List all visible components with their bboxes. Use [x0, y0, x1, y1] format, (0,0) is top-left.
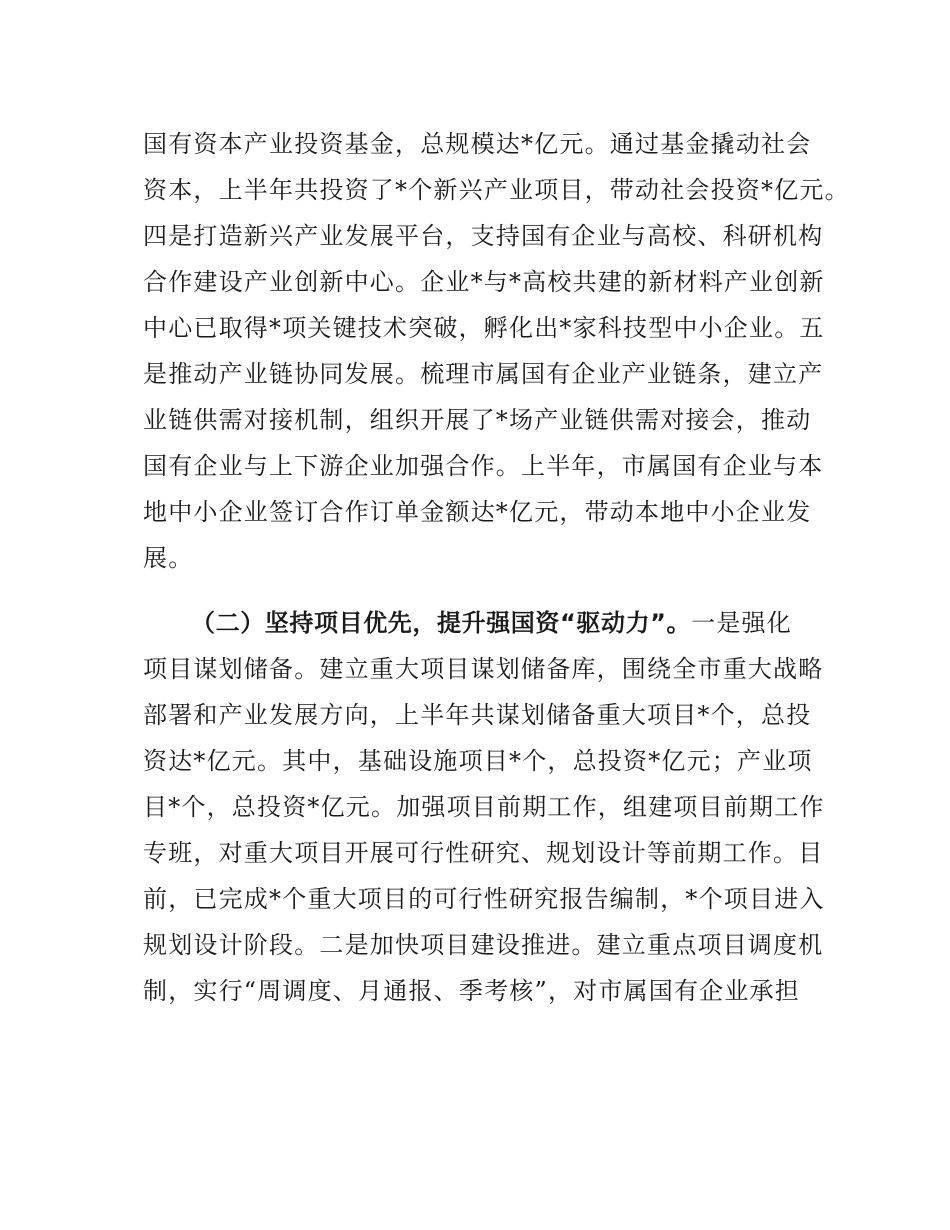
body-text-line: 四是打造新兴产业发展平台，支持国有企业与高校、科研机构 [143, 222, 824, 250]
body-text-line: 展。 [143, 544, 194, 572]
body-text-line: 制，实行“周调度、月通报、季考核”，对市属国有企业承担 [143, 977, 800, 1005]
body-text-line: 业链供需对接机制，组织开展了*场产业链供需对接会，推动 [143, 406, 812, 434]
body-text-line: 专班，对重大项目开展可行性研究、规划设计等前期工作。目 [143, 839, 824, 867]
section-first-line [191, 607, 792, 639]
body-text-line: 中心已取得*项关键技术突破，孵化出*家科技型中小企业。五 [143, 314, 825, 342]
body-text-line: 资本，上半年共投资了*个新兴产业项目，带动社会投资*亿元。 [143, 176, 850, 204]
body-text-line: 地中小企业签订合作订单金额达*亿元，带动本地中小企业发 [143, 498, 812, 526]
body-text-line: 前，已完成*个重大项目的可行性研究报告编制，*个项目进入 [143, 885, 825, 913]
body-text-line: 项目谋划储备。建立重大项目谋划储备库，围绕全市重大战略 [143, 655, 824, 683]
body-text-line: 目*个，总投资*亿元。加强项目前期工作，组建项目前期工作 [143, 793, 825, 821]
body-text-line: 规划设计阶段。二是加快项目建设推进。建立重点项目调度机 [143, 931, 824, 959]
body-text-line: 资达*亿元。其中，基础设施项目*个，总投资*亿元；产业项 [143, 747, 813, 775]
section-heading: （二）坚持项目优先，提升强国资“驱动力”。 [191, 609, 692, 637]
body-text-line: 是推动产业链协同发展。梳理市属国有企业产业链条，建立产 [143, 360, 824, 388]
body-text-line: 合作建设产业创新中心。企业*与*高校共建的新材料产业创新 [143, 268, 825, 296]
body-text-line: 国有资本产业投资基金，总规模达*亿元。通过基金撬动社会 [143, 130, 812, 158]
body-text-line: 国有企业与上下游企业加强合作。上半年，市属国有企业与本 [143, 452, 824, 480]
section-first-line-text: 一是强化 [691, 609, 792, 637]
body-text-line: 部署和产业发展方向，上半年共谋划储备重大项目*个，总投 [143, 701, 812, 729]
